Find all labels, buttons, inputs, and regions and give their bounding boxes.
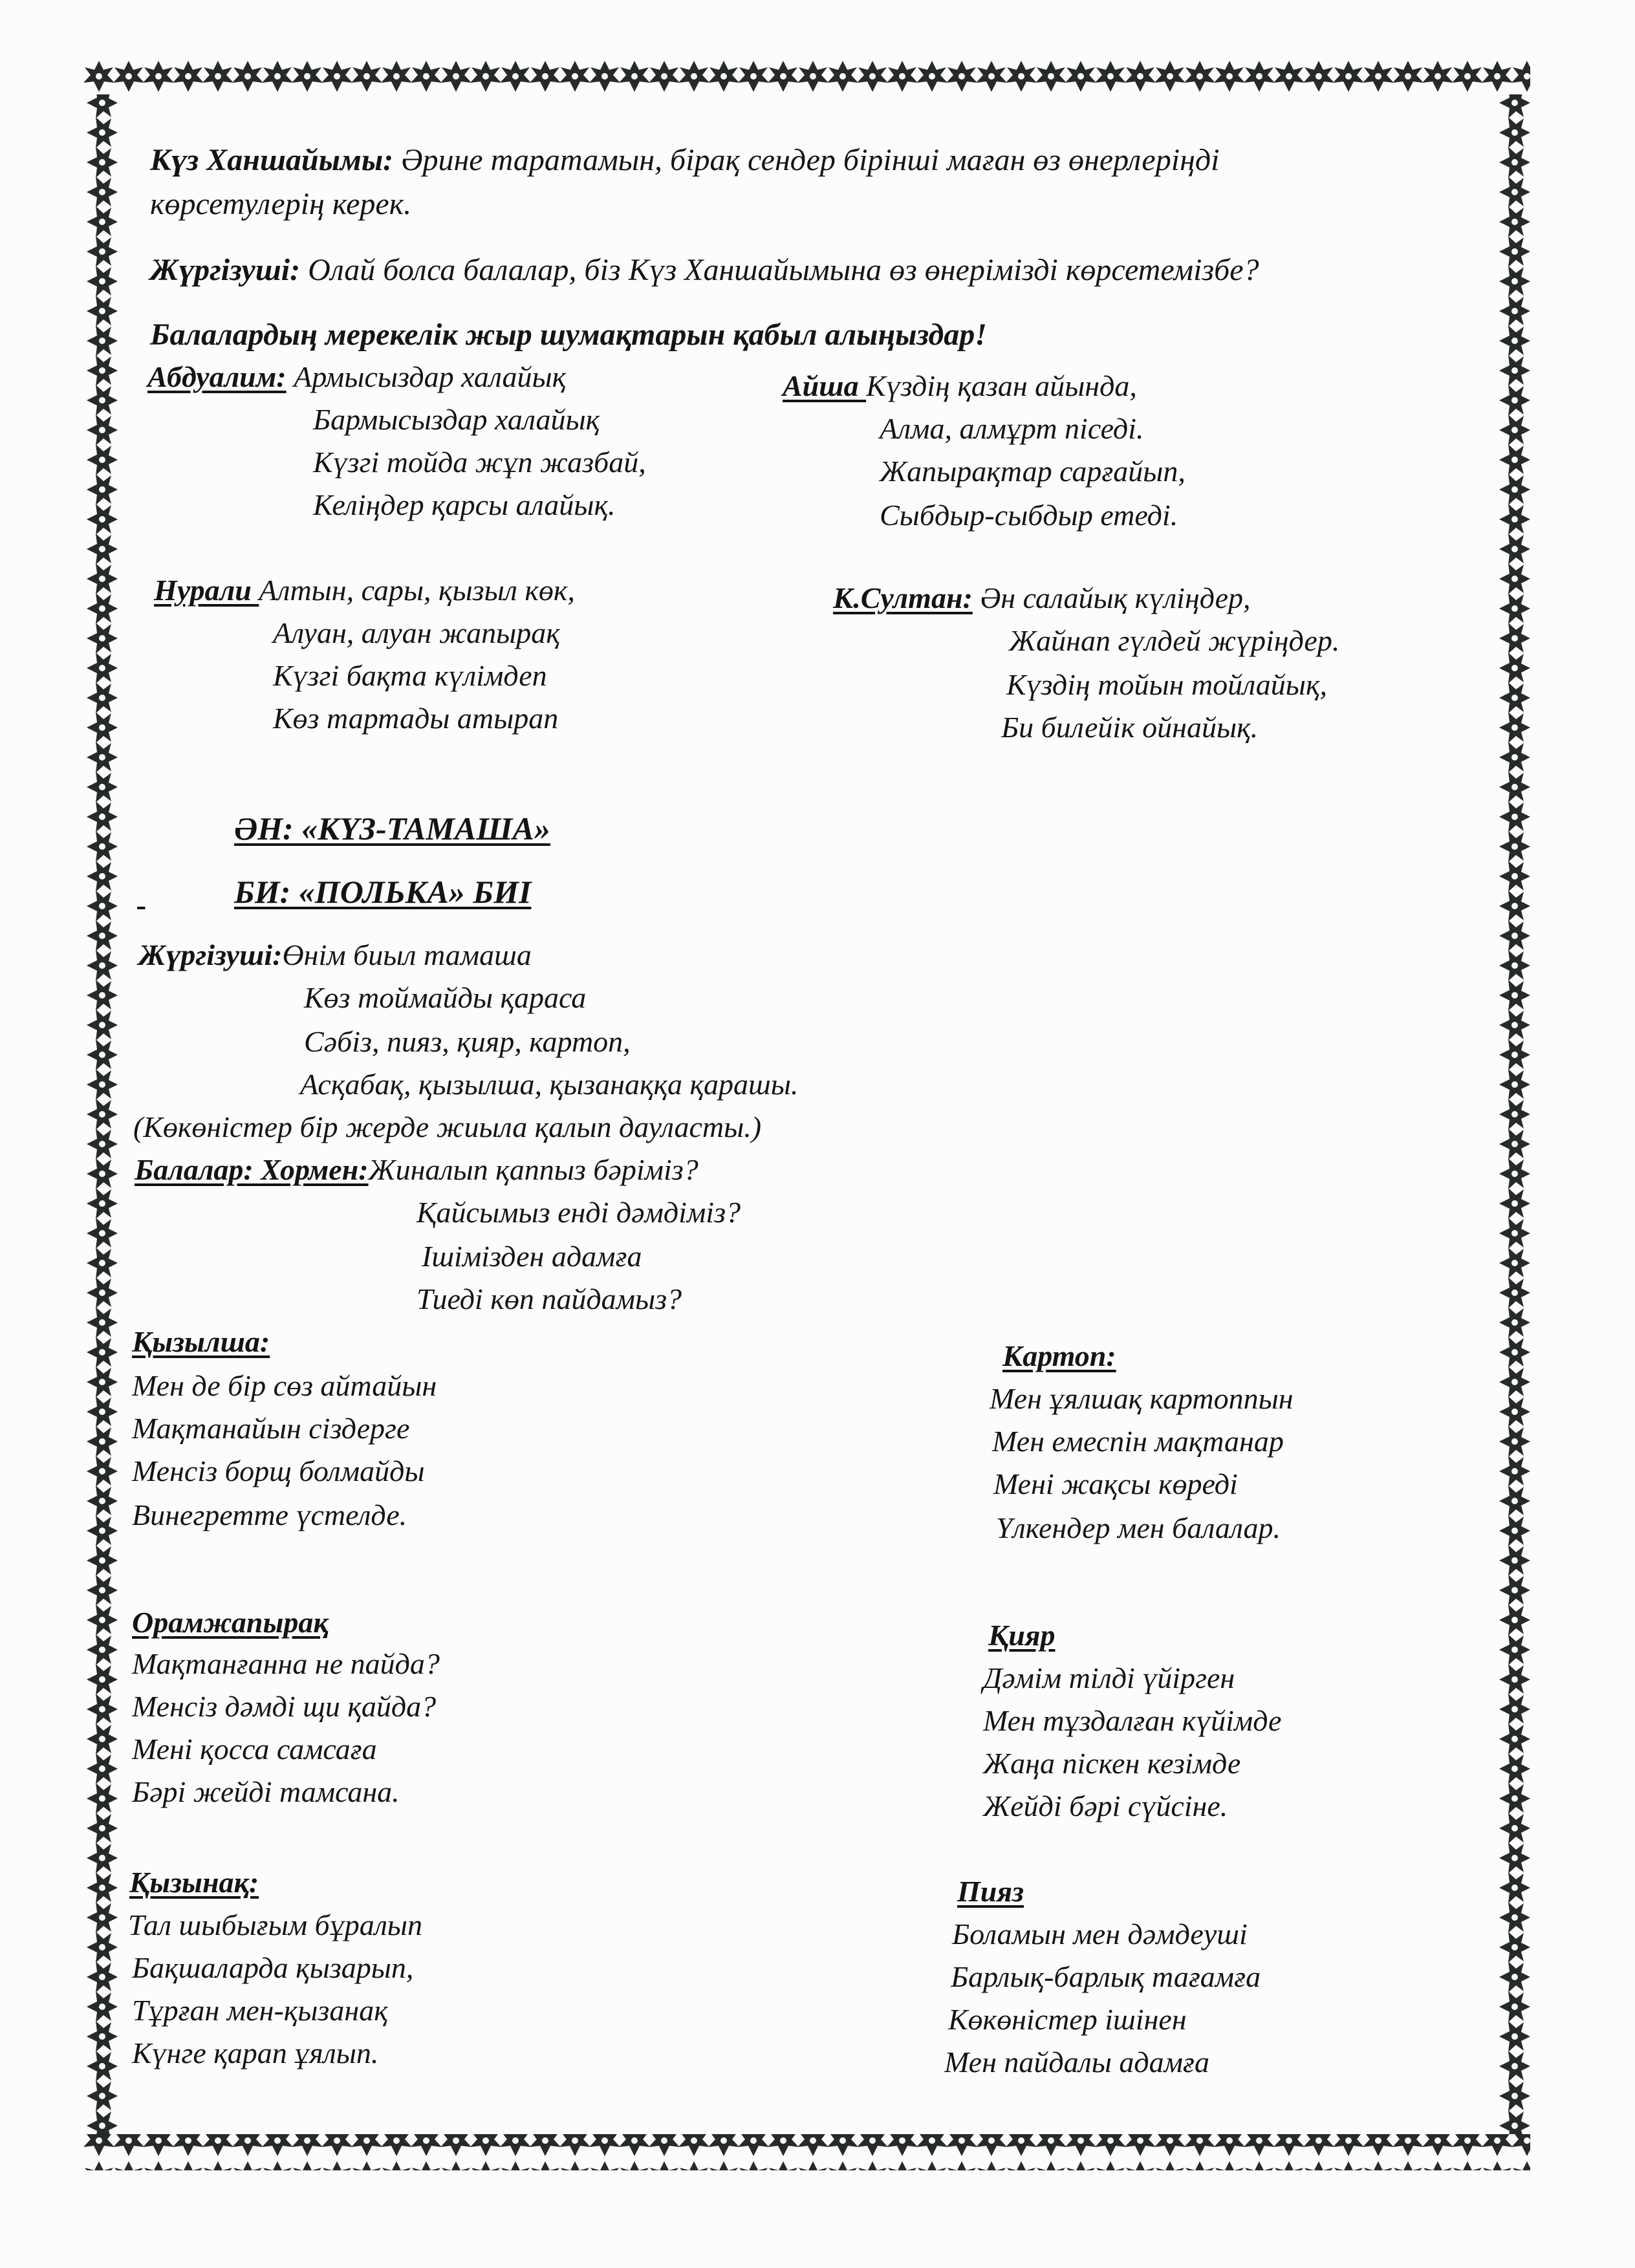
verse-line: Мені қосса самсаға xyxy=(132,1733,377,1766)
verse-line: Жиналып қаппыз бәріміз? xyxy=(368,1153,698,1186)
verse-line: Боламын мен дәмдеуші xyxy=(952,1917,1248,1950)
verse-line: Мақтанайын сіздерге xyxy=(132,1412,410,1445)
verse-line: Жаңа піскен кезімде xyxy=(983,1747,1241,1780)
veg-name: Пияз xyxy=(957,1875,1024,1908)
verse-line: Бармысыздар халайық xyxy=(313,403,600,436)
verse-line: Мені жақсы көреді xyxy=(993,1467,1238,1500)
verse-line: Алуан, алуан жапырақ xyxy=(273,616,560,649)
announcement: Балалардың мерекелік жыр шумақтарын қабыл алыңыздар! xyxy=(150,318,987,352)
verse-line: Мен тұздалған күйімде xyxy=(983,1704,1282,1737)
verse-line: Тиеді көп пайдамыз? xyxy=(417,1282,682,1315)
speaker-host-2: Жүргізуші: xyxy=(138,938,283,971)
verse-line: Тал шыбығым бұралып xyxy=(128,1908,422,1941)
speaker-kuz-hanshaiymy: Күз Ханшайымы: xyxy=(150,143,394,177)
verse-line: Би билейік ойнайық. xyxy=(1001,711,1259,744)
verse-name: Нурали xyxy=(154,574,259,607)
speaker-host-1: Жүргізуші: xyxy=(150,253,301,287)
verse-line: Армысыздар халайық xyxy=(286,360,567,393)
verse-line: Сәбіз, пияз, қияр, картоп, xyxy=(304,1025,631,1058)
dance-title xyxy=(137,874,531,910)
verse-name: Абдуалим: xyxy=(147,360,287,393)
intro-line-1 xyxy=(150,144,1220,178)
verse-line: Қайсымыз енді дәмдіміз? xyxy=(417,1196,741,1229)
verse-line: Көкөністер ішінен xyxy=(948,2003,1187,2036)
verse-line: Бәрі жейді тамсана. xyxy=(132,1775,400,1808)
veg-name: Қызылша: xyxy=(132,1325,270,1358)
verse-line: Менсіз борщ болмайды xyxy=(132,1454,425,1487)
verse-line: Күнге қарап ұялып. xyxy=(132,2036,379,2069)
verse-line: Күзгі тойда жұп жазбай, xyxy=(313,446,646,479)
dance-title-text: БИ: «ПОЛЬКА» БИІ xyxy=(234,874,532,910)
verse-line: Көз тартады атырап xyxy=(273,702,559,735)
verse-line: Жайнап гүлдей жүріңдер. xyxy=(1009,624,1340,657)
verse-line: Винегретте үстелде. xyxy=(132,1498,407,1531)
verse-line: Жейді бәрі сүйсіне. xyxy=(983,1789,1228,1822)
verse-line: Жапырақтар сарғайып, xyxy=(880,455,1186,488)
verse-line: Күзгі бақта күлімдеп xyxy=(273,659,547,692)
verse-line: Менсіз дәмді щи қайда? xyxy=(132,1690,437,1723)
verse-line: Алма, алмұрт піседі. xyxy=(880,412,1144,445)
verse-line: Ішімізден адамға xyxy=(422,1240,642,1273)
verse-line: Мен ұялшақ картоппын xyxy=(990,1382,1294,1415)
veg-name: Қияр xyxy=(988,1619,1056,1652)
song-title: ӘН: «КҮЗ-ТАМАША» xyxy=(234,810,550,847)
veg-name: Қызынақ: xyxy=(129,1866,259,1899)
verse-name: Айша xyxy=(783,369,867,402)
verse-line: Дәмім тілді үйірген xyxy=(983,1661,1235,1694)
verse-line: Күздің қазан айында, xyxy=(866,369,1137,402)
verse-line: Алтын, сары, қызыл көк, xyxy=(259,574,575,607)
verse-line: Асқабақ, қызылша, қызанаққа қарашы. xyxy=(300,1068,799,1101)
veg-name: Картоп: xyxy=(1002,1339,1116,1372)
intro-text-1b: көрсетулерің керек. xyxy=(150,187,412,221)
veg-name: Орамжапырақ xyxy=(132,1606,329,1639)
verse-line: Өнім биыл тамаша xyxy=(282,938,532,971)
speaker-chorus: Балалар: Хормен: xyxy=(135,1153,369,1186)
verse-line: Тұрған мен-қызанақ xyxy=(132,1994,388,2027)
verse-line: Барлық-барлық тағамға xyxy=(951,1960,1261,1993)
stage-direction: (Көкөністер бір жерде жиыла қалып дауласты.) xyxy=(133,1110,762,1143)
verse-line: Сыбдыр-сыбдыр етеді. xyxy=(880,499,1178,532)
intro-text-2: Олай болса балалар, біз Күз Ханшайымына өз өнерімізді көрсетемізбе? xyxy=(300,253,1259,287)
verse-line: Мен де бір сөз айтайын xyxy=(132,1369,437,1402)
blank-underline xyxy=(137,874,234,910)
verse-line: Мақтанғанна не пайда? xyxy=(132,1647,440,1680)
verse-name: К.Султан: xyxy=(833,581,973,614)
verse-line: Үлкендер мен балалар. xyxy=(996,1511,1281,1544)
intro-line-2 xyxy=(150,254,1259,288)
verse-line: Көз тоймайды қараса xyxy=(304,981,587,1014)
verse-line: Күздің тойын тойлайық, xyxy=(1006,668,1327,701)
verse-line: Мен пайдалы адамға xyxy=(944,2046,1209,2079)
intro-text-1a: Әрине таратамын, бірақ сендер бірінші маған өз өнерлеріңді xyxy=(393,143,1220,177)
verse-line: Келіңдер қарсы алайық. xyxy=(313,488,616,521)
verse-line: Бақшаларда қызарып, xyxy=(132,1951,414,1984)
verse-line: Мен емеспін мақтанар xyxy=(992,1425,1284,1458)
verse-line: Ән салайық күліңдер, xyxy=(972,581,1251,614)
